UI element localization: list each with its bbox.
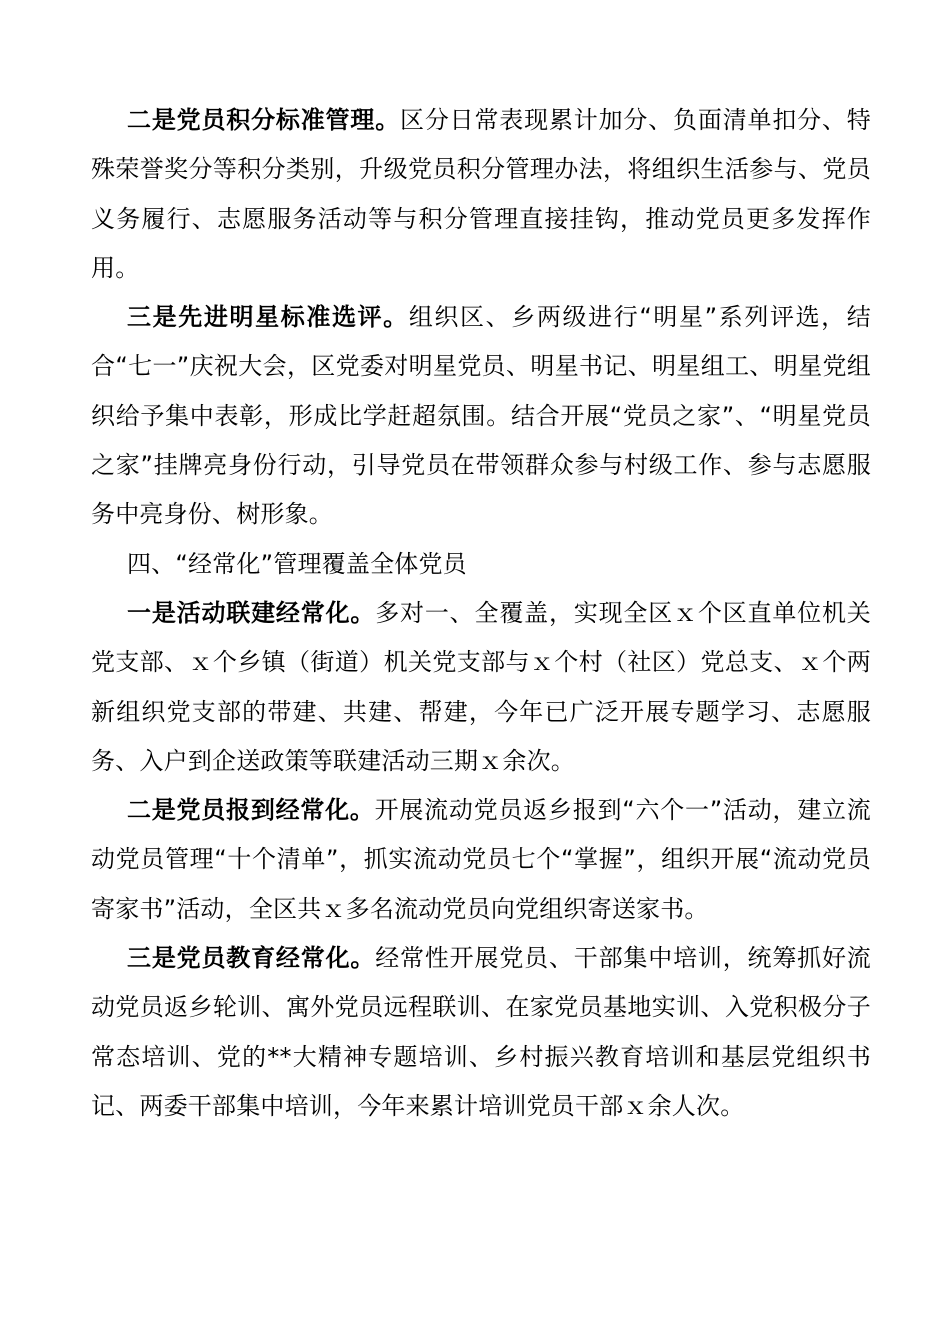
paragraph-text: 组织区、乡两级进行“明星”系列评选，结合“七一”庆祝大会，区党委对明星党员、明星书记、明星组工、明星党组织给予集中表彰，形成比学赶超氛围。结合开展“党员之家”、“明星党员之家”挂牌亮身份行动，引导党员在带领群众参与村级工作、参与志愿服务中亮身份、树形象。 xyxy=(91,303,872,529)
paragraph-lead: 三是先进明星标准选评。 xyxy=(127,303,409,332)
section-heading: 四、“经常化”管理覆盖全体党员 xyxy=(127,549,467,578)
paragraph-text: 经常性开展党员、干部集中培训，统筹抓好流动党员返乡轮训、寓外党员远程联训、在家党员基地实训、入党积极分子常态培训、党的**大精神专题培训、乡村振兴教育培训和基层党组织书记、两委干部集中培训，今年来累计培训党员干部ｘ余人次。 xyxy=(91,944,872,1120)
paragraph-lead: 一是活动联建经常化。 xyxy=(127,598,376,627)
paragraph-star-selection xyxy=(91,293,871,539)
paragraph-lead: 二是党员积分标准管理。 xyxy=(127,106,401,134)
paragraph-lead: 二是党员报到经常化。 xyxy=(127,796,375,825)
paragraph-activity-joint-building xyxy=(91,589,871,786)
paragraph-lead: 三是党员教育经常化。 xyxy=(127,944,376,973)
paragraph-points-management xyxy=(91,96,871,293)
paragraph-text: 多对一、全覆盖，实现全区ｘ个区直单位机关党支部、ｘ个乡镇（街道）机关党支部与ｘ个村（社区）党总支、ｘ个两新组织党支部的带建、共建、帮建，今年已广泛开展专题学习、志愿服务、入户到企送政策等联建活动三期ｘ余次。 xyxy=(91,598,872,775)
paragraph-member-education xyxy=(91,934,871,1131)
document-body xyxy=(91,96,871,1131)
paragraph-text: 开展流动党员返乡报到“六个一”活动，建立流动党员管理“十个清单”，抓实流动党员七个“掌握”，组织开展“流动党员寄家书”活动，全区共ｘ多名流动党员向党组织寄送家书。 xyxy=(91,796,871,923)
paragraph-member-reporting xyxy=(91,786,871,934)
paragraph-text: 区分日常表现累计加分、负面清单扣分、特殊荣誉奖分等积分类别，升级党员积分管理办法，将组织生活参与、党员义务履行、志愿服务活动等与积分管理直接挂钩，推动党员更多发挥作用。 xyxy=(91,106,871,282)
